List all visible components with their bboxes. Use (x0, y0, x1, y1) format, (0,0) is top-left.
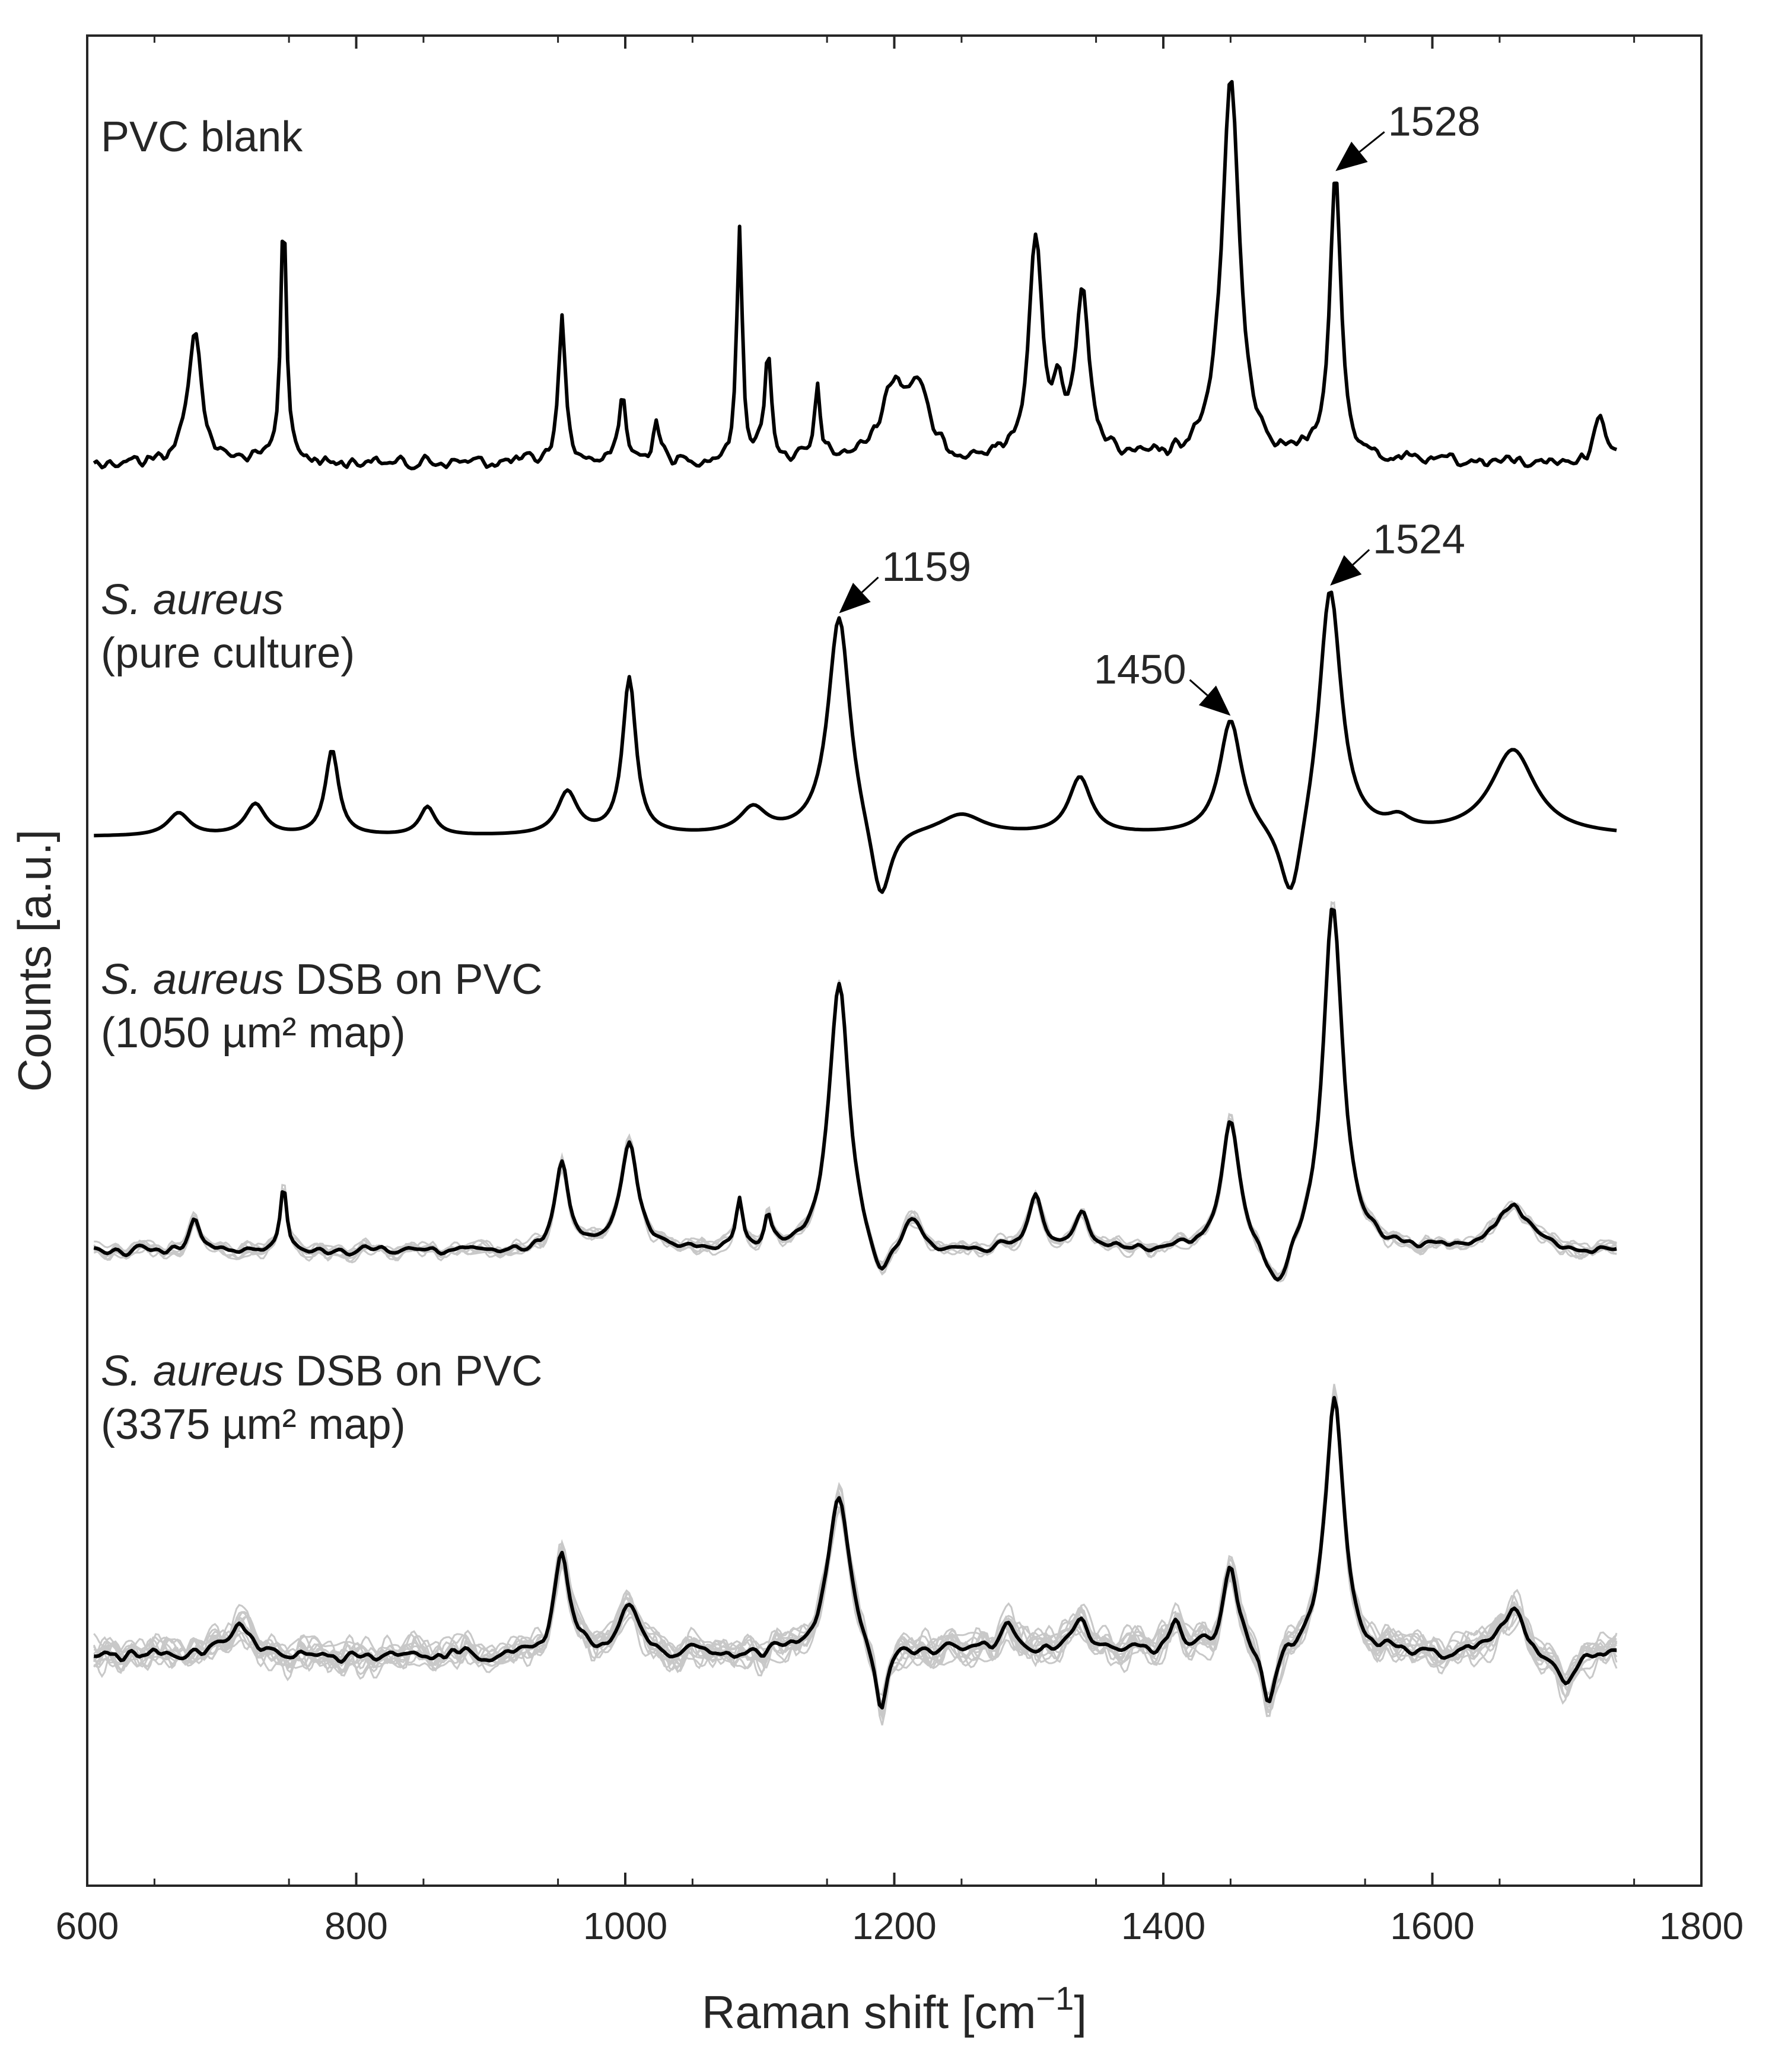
peak-label-1524: 1524 (1373, 516, 1465, 563)
x-tick-label-600: 600 (55, 1905, 119, 1947)
x-tick-label-1400: 1400 (1121, 1905, 1206, 1947)
spectrum-label-1-line-1 (101, 113, 303, 161)
label-text: (3375 µm² map) (101, 1401, 406, 1448)
label-text: DSB on PVC (284, 956, 543, 1003)
label-text: PVC blank (101, 113, 303, 161)
peak-label-1528: 1528 (1388, 98, 1481, 145)
label-species: S. aureus (101, 956, 284, 1003)
spectrum-label-3-line-2 (101, 1009, 406, 1057)
x-tick-label-1600: 1600 (1390, 1905, 1475, 1947)
x-tick-label-1800: 1800 (1659, 1905, 1744, 1947)
spectrum-label-4-line-2 (101, 1401, 406, 1448)
x-tick-label-800: 800 (324, 1905, 388, 1947)
spectrum-label-4-line-1 (101, 1348, 542, 1395)
x-axis-label: Raman shift $[cm^{-1}]$ (701, 1979, 1087, 2038)
peak-label-1159: 1159 (882, 543, 972, 590)
label-text: DSB on PVC (284, 1348, 543, 1395)
spectrum-label-2-line-1 (101, 576, 284, 624)
label-species: S. aureus (101, 1348, 284, 1395)
spectrum-label-3-line-1 (101, 956, 542, 1003)
x-axis-label-exponent: −1 (1036, 1979, 1074, 2017)
label-text: (pure culture) (101, 630, 355, 677)
label-species: S. aureus (101, 576, 284, 624)
x-tick-label-1000: 1000 (583, 1905, 668, 1947)
label-text: (1050 µm² map) (101, 1009, 406, 1057)
y-axis-label: Counts [a.u.] (8, 829, 61, 1092)
spectrum-label-2-line-2 (101, 630, 355, 677)
x-tick-label-1200: 1200 (852, 1905, 937, 1947)
peak-label-1450: 1450 (1093, 646, 1186, 692)
